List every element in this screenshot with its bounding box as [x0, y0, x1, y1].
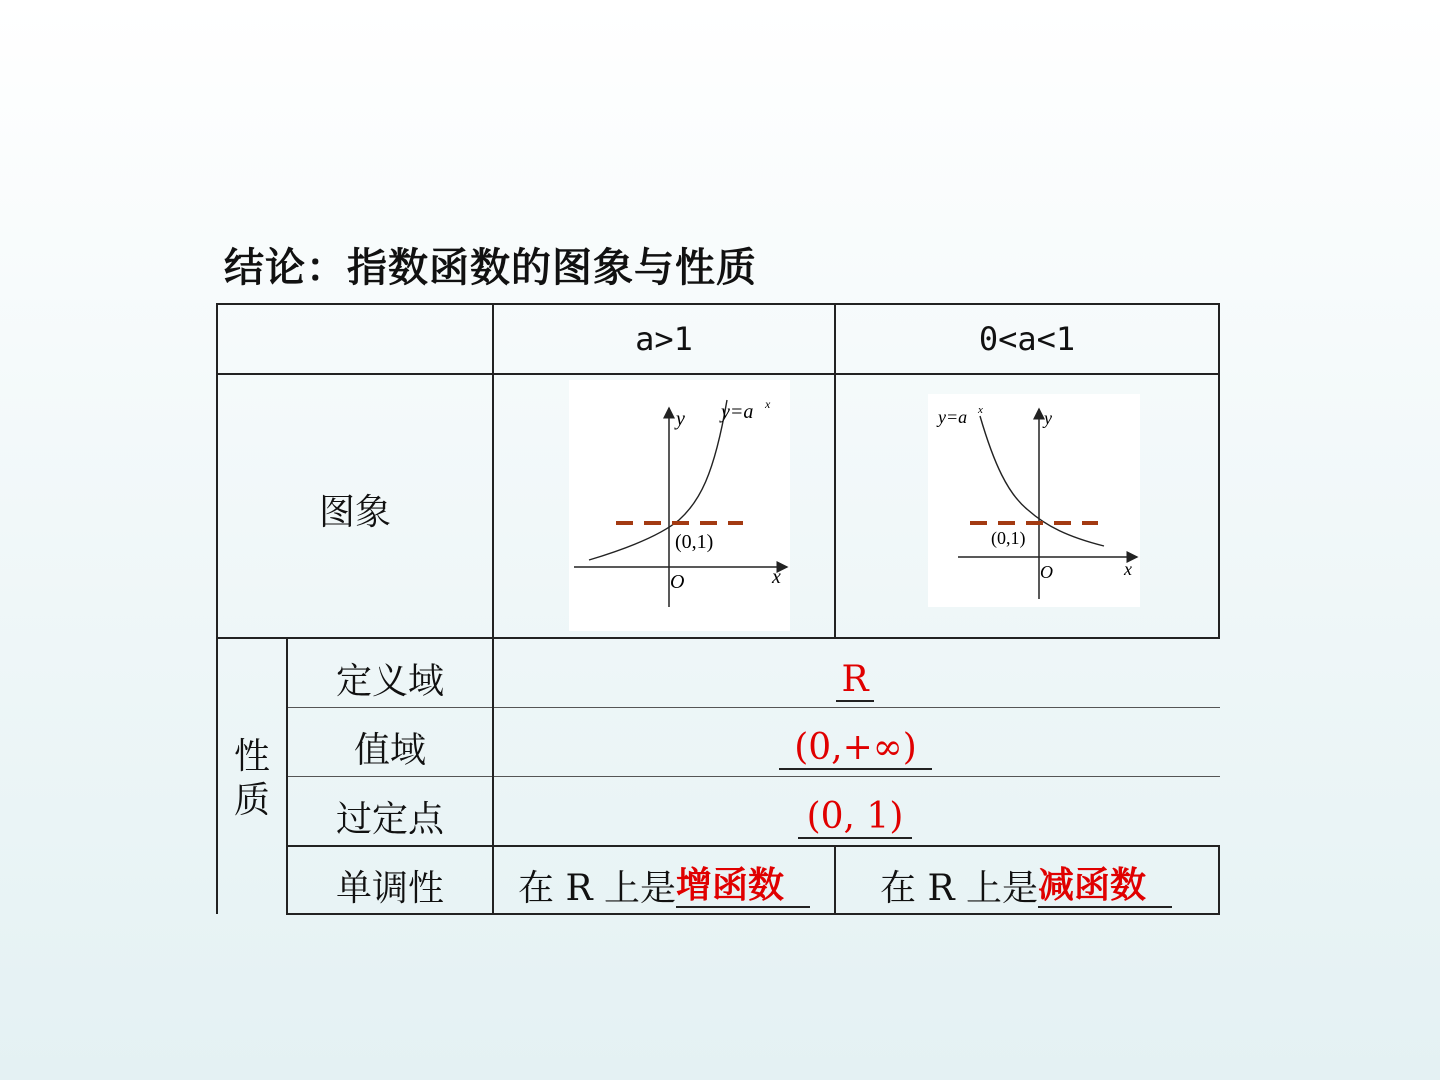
monotonicity-right-prefix: 在 R 上是 — [880, 868, 1038, 909]
range-answer: (0,+∞) — [779, 728, 932, 770]
origin-label: O — [1040, 562, 1053, 582]
x-axis-label: x — [1124, 559, 1132, 579]
page-title: 结论：指数函数的图象与性质 — [224, 245, 757, 291]
curve-label-sup: x — [765, 397, 771, 411]
monotonicity-left-prefix: 在 R 上是 — [518, 868, 676, 909]
properties-group-text: 性质 — [233, 736, 270, 821]
point-label: (0,1) — [675, 531, 714, 553]
graph-row-label: 图象 — [318, 492, 391, 533]
point-label: (0,1) — [991, 528, 1026, 548]
decreasing-curve — [980, 416, 1104, 546]
graph-increasing — [569, 380, 790, 631]
curve-label-sup: x — [978, 404, 983, 416]
monotonicity-label: 单调性 — [335, 868, 444, 909]
domain-label: 定义域 — [335, 661, 444, 702]
fixed-point-answer: (0, 1) — [798, 797, 912, 839]
monotonicity-right-answer: 减函数 — [1038, 866, 1172, 908]
header-a-between-0-1: 0<a<1 — [978, 320, 1076, 358]
properties-group-label — [222, 735, 282, 823]
curve-label: y=a — [721, 401, 754, 423]
range-label: 值域 — [353, 730, 426, 771]
y-axis-label: y — [1044, 408, 1052, 428]
curve-label: y=a — [938, 407, 968, 427]
y-axis-label: y — [676, 408, 685, 430]
origin-label: O — [670, 571, 685, 593]
graph-decreasing — [928, 394, 1140, 607]
x-axis-label: x — [772, 566, 781, 588]
monotonicity-left-answer: 增函数 — [676, 866, 810, 908]
domain-answer: R — [836, 660, 874, 702]
fixed-point-label: 过定点 — [335, 799, 444, 840]
header-a-greater-1: a>1 — [635, 320, 693, 358]
